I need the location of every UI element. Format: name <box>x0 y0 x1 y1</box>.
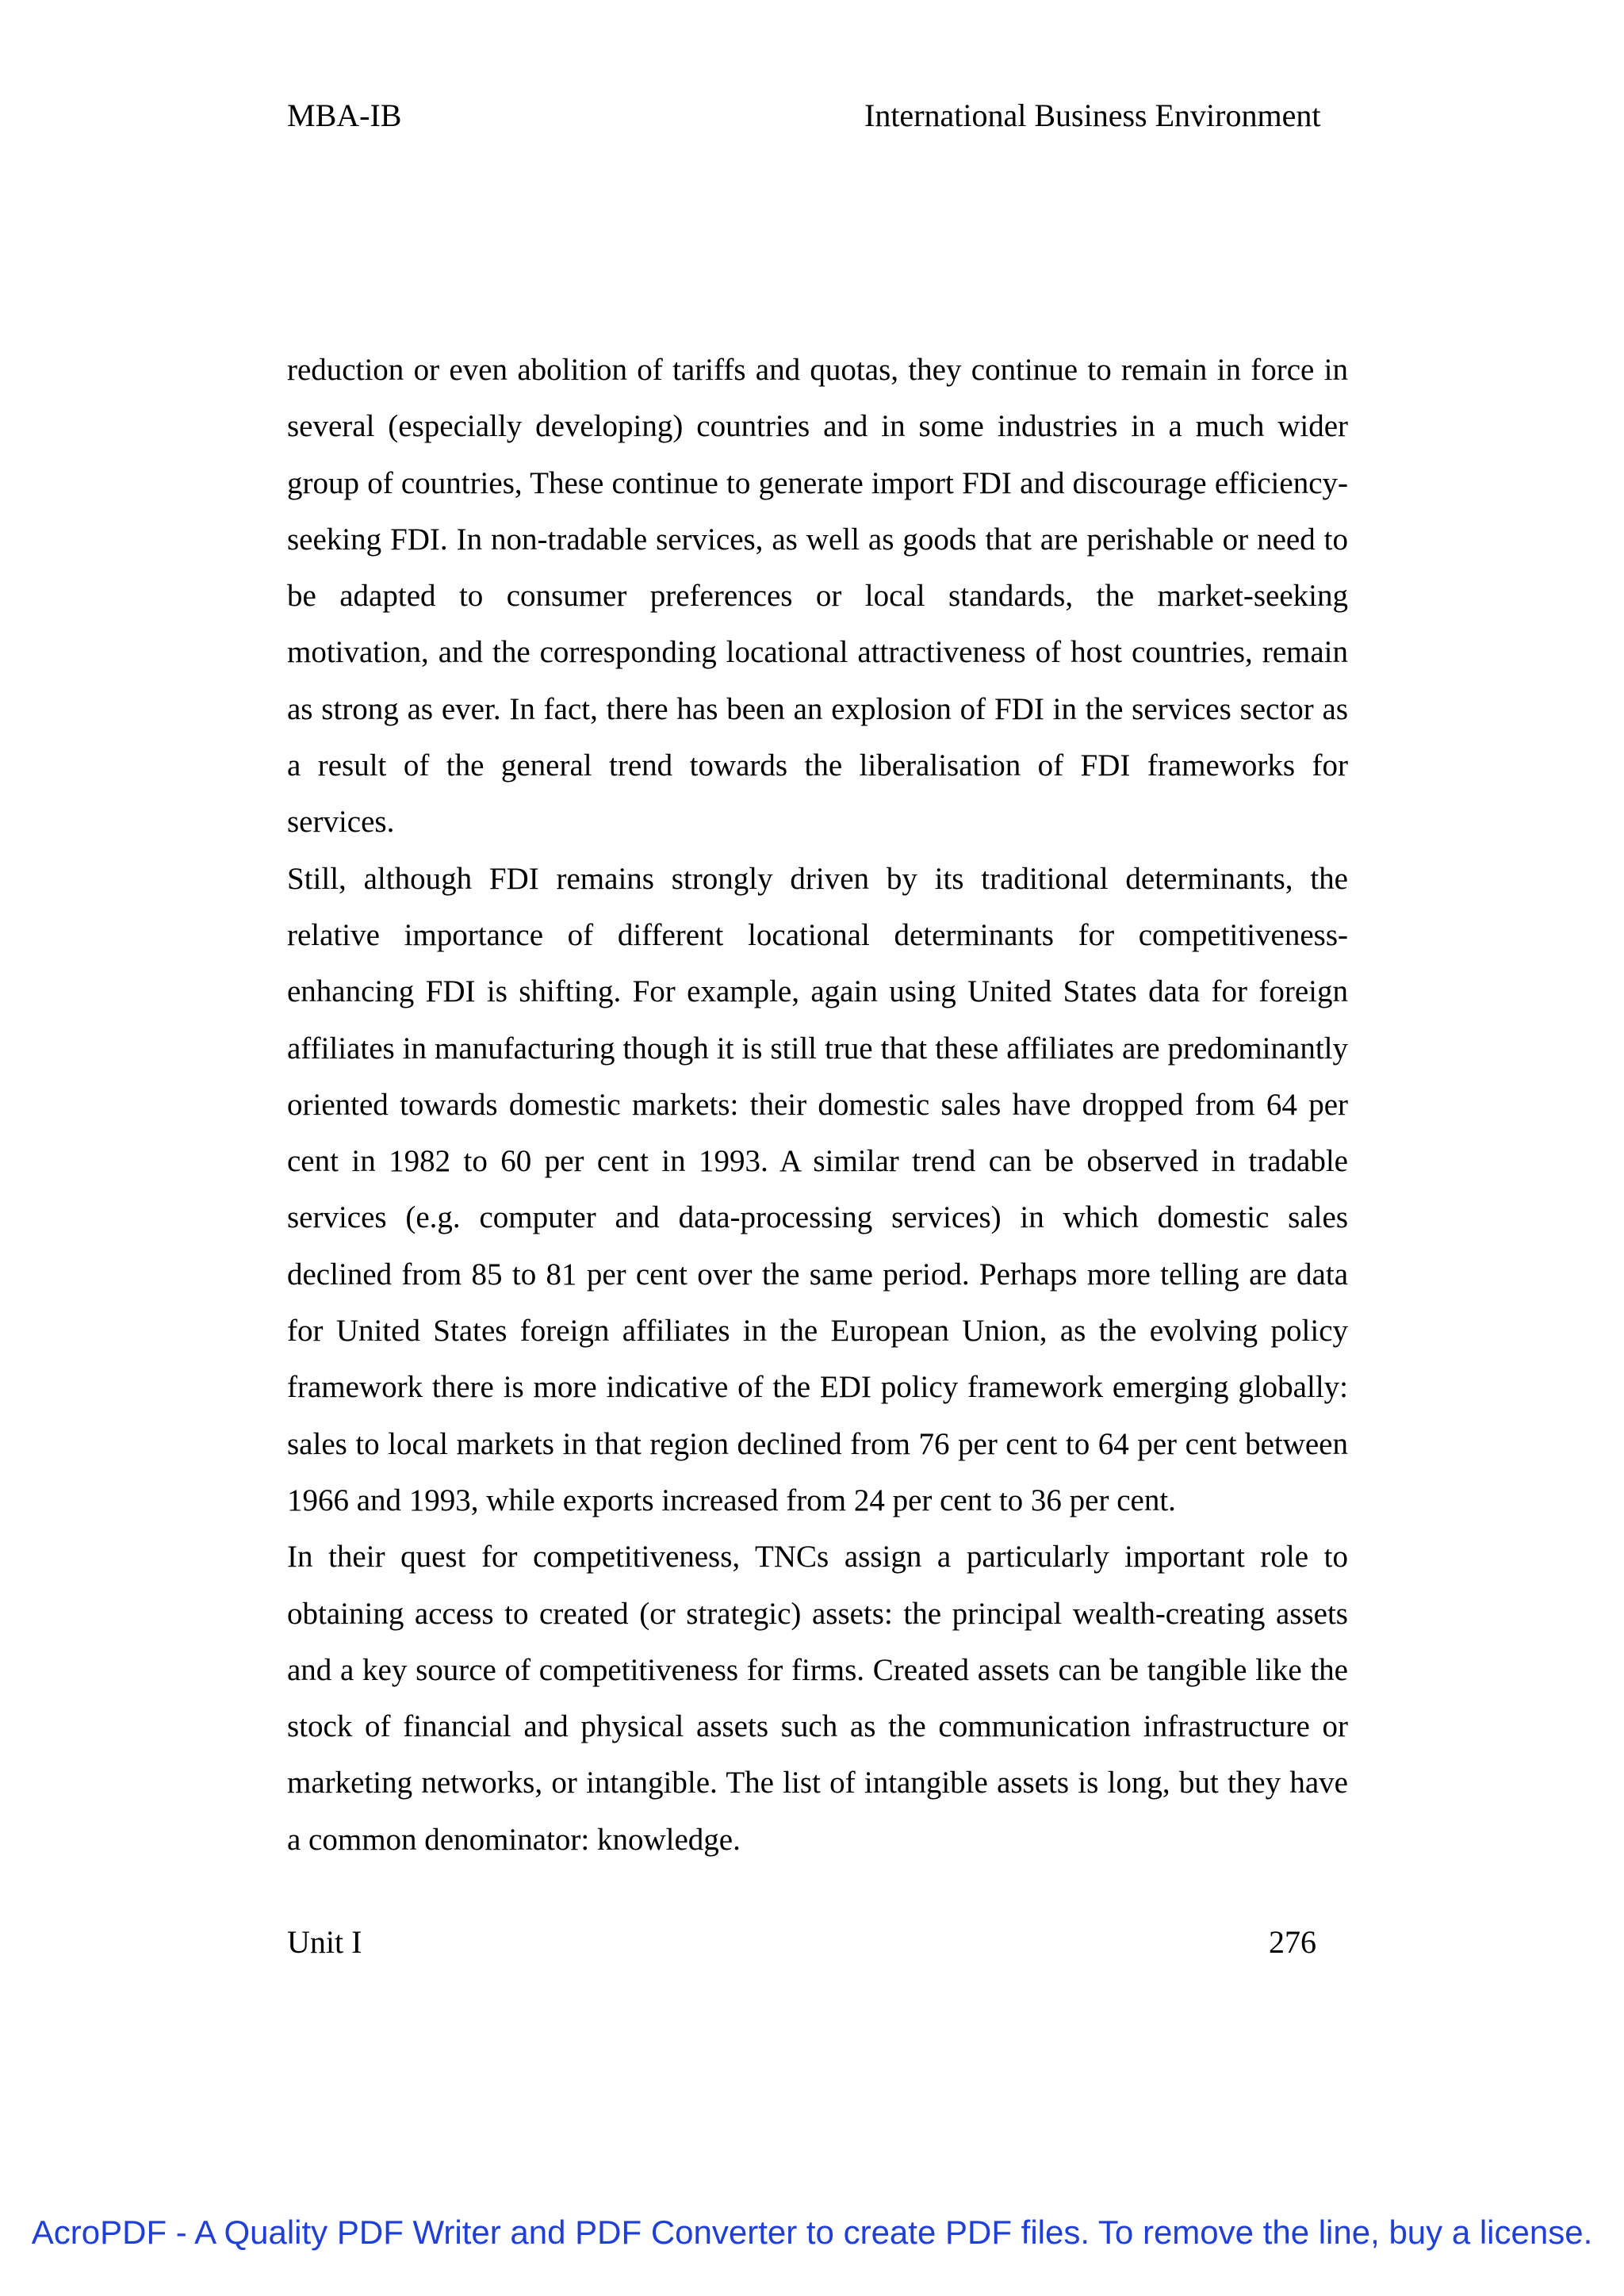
watermark-banner: AcroPDF - A Quality PDF Writer and PDF Converter to create PDF files. To remove the line, buy a license. <box>31 2214 1593 2251</box>
paragraph: Still, although FDI remains strongly driven by its traditional determinants, the relative importance of different locational determinants for competitiveness-enhancing FDI is shifting. For example, again using United States data for foreign affiliates in manufacturing though it is still true that these affiliates are predominantly oriented towards domestic markets: their domestic sales have dropped from 64 per cent in 1982 to 60 per cent in 1993. A similar trend can be observed in tradable services (e.g. computer and data-processing services) in which domestic sales declined from 85 to 81 per cent over the same period. Perhaps more telling are data for United States foreign affiliates in the European Union, as the evolving policy framework there is more indicative of the EDI policy framework emerging globally: sales to local markets in that region declined from 76 per cent to 64 per cent between 1966 and 1993, while exports increased from 24 per cent to 36 per cent. <box>287 861 1348 1517</box>
running-header-title: International Business Environment <box>864 98 1321 133</box>
paragraph: In their quest for competitiveness, TNCs assign a particularly important role to obtaining access to created (or strategic) assets: the principal wealth-creating assets and a key source of competitiveness for firms. Created assets can be tangible like the stock of financial and physical assets such as the communication infrastructure or marketing networks, or intangible. The list of intangible assets is long, but they have a common denominator: knowledge. <box>287 1540 1348 1857</box>
body-text <box>287 342 1348 1868</box>
running-header-course: MBA-IB <box>287 98 402 133</box>
page-number: 276 <box>1269 1924 1316 1960</box>
footer-unit-label: Unit I <box>287 1924 362 1960</box>
paragraph: reduction or even abolition of tariffs and quotas, they continue to remain in force in several (especially developing) countries and in some industries in a much wider group of countries, These continue to generate import FDI and discourage efficiency-seeking FDI. In non-tradable services, as well as goods that are perishable or need to be adapted to consumer preferences or local standards, the market-seeking motivation, and the corresponding locational attractiveness of host countries, remain as strong as ever. In fact, there has been an explosion of FDI in the services sector as a result of the general trend towards the liberalisation of FDI frameworks for services. <box>287 353 1348 840</box>
